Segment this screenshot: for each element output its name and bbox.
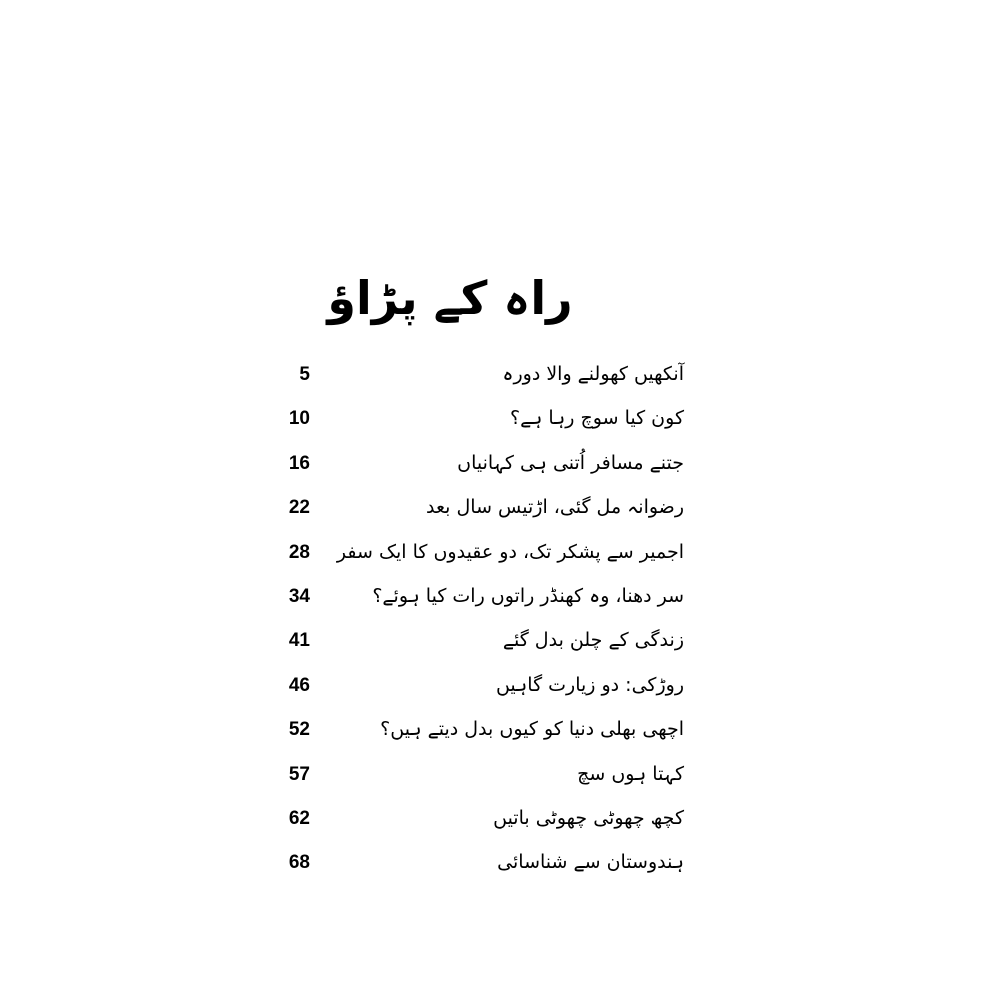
toc-page-number: 68 [288,852,310,874]
toc-page-number: 52 [288,719,310,741]
toc-entry [270,756,690,800]
toc-entry [270,800,690,844]
toc-chapter-title: کہتا ہوں سچ [577,762,684,785]
page-title: راہ کے پڑاؤ [327,270,573,325]
table-of-contents [270,356,690,889]
toc-chapter-title: ہندوستان سے شناسائی [497,851,684,874]
toc-page-number: 5 [299,364,310,385]
toc-entry [270,400,690,444]
toc-page-number: 28 [288,541,310,563]
toc-page-number: 62 [288,807,310,829]
toc-entry [270,445,690,489]
toc-entry [270,622,690,666]
toc-page-number: 41 [288,630,310,652]
toc-entry [270,534,690,578]
toc-page-number: 10 [288,408,310,430]
toc-chapter-title: رضوانہ مل گئی، اڑتیس سال بعد [426,496,684,519]
toc-entry [270,667,690,711]
toc-page-number: 16 [288,452,310,474]
toc-entry [270,578,690,622]
toc-chapter-title: سر دھنا، وہ کھنڈر راتوں رات کیا ہوئے؟ [372,584,684,607]
toc-entry [270,356,690,400]
toc-entry [270,844,690,888]
toc-page-number: 22 [288,497,310,519]
toc-chapter-title: روڑکی: دو زیارت گاہیں [495,673,684,696]
toc-page-number: 57 [288,763,310,785]
toc-chapter-title: کچھ چھوٹی چھوٹی باتیں [493,806,684,829]
toc-chapter-title: جتنے مسافر اُتنی ہی کہانیاں [457,451,684,474]
toc-chapter-title: آنکھیں کھولنے والا دورہ [502,363,684,385]
toc-chapter-title: زندگی کے چلن بدل گئے [502,629,684,652]
toc-entry [270,711,690,755]
toc-entry [270,489,690,533]
toc-page-number: 46 [288,674,310,696]
toc-chapter-title: اجمیر سے پشکر تک، دو عقیدوں کا ایک سفر [336,540,684,563]
toc-chapter-title: کون کیا سوچ رہا ہے؟ [510,407,684,430]
toc-page-number: 34 [288,585,310,607]
toc-chapter-title: اچھی بھلی دنیا کو کیوں بدل دیتے ہیں؟ [380,718,684,741]
